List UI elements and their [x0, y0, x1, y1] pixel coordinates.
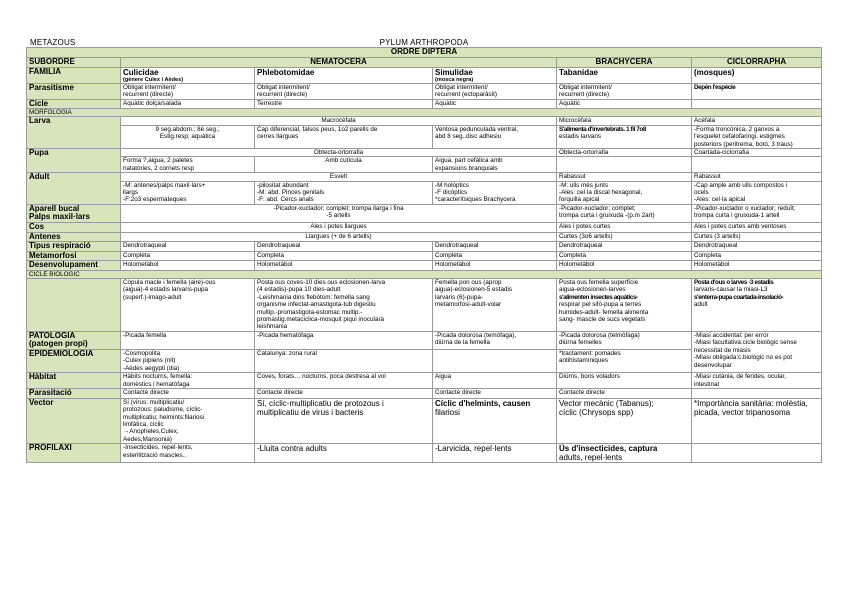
text-line: -Picada dolorosa (temòfaga), — [435, 331, 517, 339]
text-line: s'enterra-pupa coartada-insolació- — [694, 293, 784, 301]
familia-mosques — [692, 67, 822, 83]
text-line: filariosi — [435, 407, 460, 417]
cos-mosques: Ales i potes curtes amb ventoses — [692, 223, 822, 233]
vector-simulidae — [433, 398, 557, 443]
larva-brachycera: Microcèfala — [557, 117, 692, 125]
text-line: -Ales: cel·la discal hexagonal, — [559, 189, 643, 197]
text-line: necessitat de miasis — [694, 346, 751, 354]
text-line: -Forma troncònica, 2 ganxos a — [694, 125, 780, 133]
habitat-label: Hàbitat — [27, 373, 121, 389]
header-left: METAZOUS — [30, 38, 76, 47]
habitat-tabanidae: Diürns, bons voladors — [557, 373, 692, 389]
vector-label: Vector — [27, 398, 121, 443]
palps-label-line: Palps maxil·lars — [29, 212, 90, 222]
antenes-mosques: Curtes (3 artells) — [692, 232, 822, 242]
tipus-resp-simulidae: Dendrotraqueal — [433, 242, 557, 252]
text-line: -Leishmania dins flebòtom: femella sang — [257, 293, 370, 301]
patologia-culicidae: -Picada femella — [121, 331, 255, 349]
text-line: Còpula macle i femella (aire)-ous — [123, 279, 216, 287]
text-line: Posta ous coves-10 dies ous eclosionen-larva — [257, 279, 386, 287]
text-line: -Picador-xuclador; complet; trompa llarga i fina — [273, 204, 404, 212]
familia-label: FAMILIA — [27, 67, 121, 83]
antenes-row — [27, 232, 822, 242]
text-line: -Picador-xuclador; complet; — [559, 204, 636, 212]
parasitacio-phlebotomidae: Contacte directe — [255, 389, 433, 399]
morfologia-row — [27, 109, 822, 117]
text-line: desenvolupar — [694, 361, 732, 369]
text-line: cíclic (Chrysops spp) — [559, 407, 634, 417]
pupa-tabanidae-empty — [557, 157, 692, 173]
text-line: limfàtica, cíclic — [123, 420, 164, 428]
text-line: l'esquelet cefalofaringi, estigmes — [694, 133, 785, 141]
profilaxi-phlebotomidae: -Lluita contra adults — [255, 444, 433, 463]
antenes-tabanidae: Curtes (3o6 artells) — [557, 232, 692, 242]
pupa-nematocera: Obtecta-ortorrafia — [121, 149, 557, 157]
epidemiologia-phlebotomidae: Catalunya: zona rural — [255, 350, 433, 373]
text-line: Ventosa pedunculada ventral, — [435, 125, 518, 133]
patologia-row — [27, 331, 822, 349]
text-line: -Miasi facultativa:cicle biològic sense — [694, 339, 797, 347]
metamorfosi-culicidae: Completa — [121, 251, 255, 261]
text-line: abd 8 seg..disc adhesiu — [435, 133, 502, 141]
morfologia-section: MORFOLOGIA — [27, 109, 822, 117]
text-line: intestinal — [694, 380, 719, 388]
text-line: Vector mecànic (Tabanus); — [559, 398, 654, 408]
larva-culicidae — [121, 125, 255, 148]
text-line: Ús d'insecticides, captura — [559, 444, 658, 454]
profilaxi-row — [27, 444, 822, 463]
antenes-nematocera: Llargues (+ de 6 artells) — [121, 232, 557, 242]
text-line: natatòries, 2 cornets resp — [123, 164, 195, 172]
parasitacio-tabanidae: Contacte directe — [557, 389, 692, 399]
text-line: trompa curta i gruixuda -(p.m 2art) — [559, 212, 655, 220]
pupa-ciclorrapha: Coartada-ciclorrafia — [692, 149, 822, 157]
text-line: -Miasi obligada:c.biològic no es pot — [694, 354, 793, 362]
text-line: Obligat intermitent/ — [559, 84, 612, 91]
text-line: Sí, cíclic-multiplicatiu de protozous i — [257, 398, 384, 408]
cicle-mosques — [692, 99, 822, 109]
cicle-bio-row — [27, 279, 822, 332]
adult-phlebotomidae — [255, 181, 433, 204]
text-line: respirar pel sifó-pupa a terres — [559, 301, 642, 309]
text-line: llargs — [123, 189, 139, 197]
aparell-label — [27, 204, 121, 222]
text-line: metamorfosi-adult-volar — [435, 301, 502, 309]
text-line: adults, repel·lents — [559, 453, 623, 463]
adult-ciclorrapha: Rabassut — [692, 173, 822, 181]
desenvolupament-tabanidae: Holometàbol — [557, 261, 692, 271]
vector-row — [27, 398, 822, 443]
header-center: PYLUM ARTHROPODA — [379, 38, 469, 47]
text-line: posteriors (peritrema, botó, 3 traus) — [694, 140, 793, 148]
epidemiologia-simulidae — [433, 350, 557, 373]
order-row — [27, 48, 822, 58]
suborder-ciclorrapha: CICLORRAPHA — [692, 57, 822, 67]
larva-row-top — [27, 117, 822, 125]
text-line: Aigua, part cefàlica amb — [435, 157, 503, 165]
metamorfosi-label: Metamorfosi — [27, 251, 121, 261]
larva-label: Larva — [27, 117, 121, 149]
suborder-brachycera: BRACHYCERA — [557, 57, 692, 67]
larva-simulidae — [433, 125, 557, 148]
text-line: sang- mascle de sucs vegetals — [559, 316, 646, 324]
epidemiologia-culicidae — [121, 350, 255, 373]
suborder-row — [27, 57, 822, 67]
text-line: -Miasi cutània, de ferides, ocular, — [694, 373, 787, 381]
familia-culicidae — [121, 67, 255, 83]
text-line: S'alimenta d'invertebrats. 1 fil 7o8 — [559, 125, 646, 133]
adult-mosques — [692, 181, 822, 204]
text-line: (superf.)-imago-adult — [123, 293, 182, 301]
patologia-tabanidae — [557, 331, 692, 349]
text-line: adult — [694, 301, 708, 309]
pupa-simulidae — [433, 157, 557, 173]
text-line: picada, vector tripanosoma — [694, 407, 791, 417]
cicle-row — [27, 99, 822, 109]
pupa-brachycera: Obtecta-ortorrafia — [557, 149, 692, 157]
text-line: →Anopheles,Culex, — [123, 428, 179, 436]
suborder-nematocera: NEMATOCERA — [121, 57, 557, 67]
desenvolupament-label: Desenvolupament — [27, 261, 121, 271]
cicle-bio-mosques — [692, 279, 822, 332]
text-line: Cíclic d'helmints, causen — [435, 398, 531, 408]
text-line: *Importància sanitària: molèstia, — [694, 398, 808, 408]
cicle-label: Cicle — [27, 99, 121, 109]
text-line: Sí (virus: multiplicatiu/ — [123, 398, 185, 406]
text-line: Forma ?,aigua, 2 paletes — [123, 157, 193, 165]
tipus-resp-tabanidae: Dendrotraqueal — [557, 242, 692, 252]
desenvolupament-simulidae: Holometàbol — [433, 261, 557, 271]
text-line: trompa curta i gruixuda-1 artell — [694, 212, 780, 220]
parasitisme-phlebotomidae — [255, 84, 433, 100]
cicle-simulidae: Aquàtic — [433, 99, 557, 109]
cicle-bio-culicidae — [121, 279, 255, 332]
cos-label: Cos — [27, 223, 121, 233]
larva-tabanidae — [557, 125, 692, 148]
culicidae-genus: (gènere Culex i Aèdes) — [123, 76, 184, 83]
text-line: -F dicòptics — [435, 189, 468, 197]
text-line: aigua)-eclosionen-5 estadis — [435, 286, 513, 294]
patologia-simulidae — [433, 331, 557, 349]
habitat-mosques — [692, 373, 822, 389]
epidemiologia-tabanidae — [557, 350, 692, 373]
text-line: Obligat intermitent/ — [257, 84, 310, 91]
text-line: recurrent (directe) — [559, 91, 610, 99]
text-line: recurrent (ectoparàsit) — [435, 91, 497, 99]
text-line: estadis larvaris — [559, 133, 601, 141]
text-line: promastig.metaciclica-mosquit piqui inocularà — [257, 316, 385, 324]
text-line: -M: ulls més junts — [559, 181, 608, 189]
tipus-resp-mosques: Dendrotraqueal — [692, 242, 822, 252]
text-line: -Cap ample amb ulls compostos i — [694, 181, 788, 189]
text-line: -M: antenes/palps maxil·lars+ — [123, 181, 206, 189]
adult-simulidae — [433, 181, 557, 204]
text-line: s'alimenten insectes aquàtics- — [559, 293, 638, 301]
text-line: Femella pon ous (aprop — [435, 279, 502, 287]
parasitisme-row — [27, 84, 822, 100]
text-line: cerres llargues — [257, 133, 299, 141]
profilaxi-label: PROFILAXI — [27, 444, 121, 463]
text-line: -F: abd. Cercs anals — [257, 196, 314, 204]
desenvolupament-mosques: Holometàbol — [692, 261, 822, 271]
phlebotomidae-name: Phlebotomidae — [257, 67, 315, 77]
patologia-mosques — [692, 331, 822, 372]
familia-simulidae — [433, 67, 557, 83]
cicle-bio-label-empty — [27, 279, 121, 332]
text-line: (4 estadis)-pupa 10 dies-adult — [257, 286, 341, 294]
larva-ciclorrapha: Acèfala — [692, 117, 822, 125]
text-line: Estig.resp; aquàtica — [159, 133, 216, 141]
adult-tabanidae — [557, 181, 692, 204]
text-line: Obligat intermitent/ — [435, 84, 488, 91]
aparell-tabanidae — [557, 204, 692, 222]
text-line: recurrent (directe) — [257, 91, 308, 99]
text-line: Hàbits nocturns, femella: — [123, 373, 193, 381]
text-line: Aedes,Mansonia) — [123, 435, 173, 443]
simulidae-common: (mosca negra) — [435, 76, 474, 83]
habitat-phlebotomidae: Coves, forats… nocturns, poca destresa al vol — [255, 373, 433, 389]
adult-row-top — [27, 173, 822, 181]
pupa-label: Pupa — [27, 149, 121, 173]
profilaxi-simulidae: -Larvicida, repel·lents — [433, 444, 557, 463]
habitat-simulidae: Aigua — [433, 373, 557, 389]
metamorfosi-phlebotomidae: Completa — [255, 251, 433, 261]
diptera-table — [26, 47, 822, 463]
text-line: -Aèdes aegypti (dia) — [123, 364, 180, 372]
vector-tabanidae — [557, 398, 692, 443]
pupa-row — [27, 157, 822, 173]
patologia-label — [27, 331, 121, 349]
mosques-name: (mosques) — [694, 67, 735, 77]
text-line: -M: abd. Pinces genitals — [257, 189, 325, 197]
cicle-bio-tabanidae — [557, 279, 692, 332]
text-line: Cap diferencial, falsos peus, 1o2 parells de — [257, 125, 378, 133]
pupa-phlebotomidae: Amb cutícula — [255, 157, 433, 173]
text-line: -5 artells — [326, 212, 351, 220]
tabanidae-name: Tabanidae — [559, 67, 598, 77]
cos-row — [27, 223, 822, 233]
desenvolupament-culicidae: Holometàbol — [121, 261, 255, 271]
text-line: -Picador-xuclador o xuclador; reduït; — [694, 204, 796, 212]
text-line: -Miasi accidental: per error — [694, 331, 769, 339]
text-line: Posta d'ous o larves -3 estadis — [694, 279, 774, 287]
parasitacio-culicidae: Contacte directe — [121, 389, 255, 399]
text-line: -Cosmopolita — [123, 350, 161, 358]
parasitacio-mosques — [692, 389, 822, 399]
tipus-resp-row — [27, 242, 822, 252]
larva-nematocera: Macrocèfala — [121, 117, 557, 125]
text-line: (aigua)-4 estadis larvaris-pupa — [123, 286, 209, 294]
text-line: protozous: paludisme, cíclic- — [123, 406, 203, 414]
cicle-phlebotomidae: Terrestre — [255, 99, 433, 109]
parasitacio-row — [27, 389, 822, 399]
text-line: diürna femelles — [559, 339, 602, 347]
habitat-row — [27, 373, 822, 389]
desenvolupament-row — [27, 261, 822, 271]
desenvolupament-phlebotomidae: Holometàbol — [255, 261, 433, 271]
culicidae-name: Culicidae — [123, 67, 159, 77]
parasitacio-label: Parasitació — [27, 389, 121, 399]
parasitisme-tabanidae — [557, 84, 692, 100]
adult-brachycera: Rabassut — [557, 173, 692, 181]
habitat-culicidae — [121, 373, 255, 389]
familia-tabanidae — [557, 67, 692, 83]
pupa-row-top — [27, 149, 822, 157]
text-line: *tractament: pomades — [559, 350, 621, 358]
cicle-biologic-section: CICLE BIOLÒGIC — [27, 271, 822, 279]
metamorfosi-row — [27, 251, 822, 261]
text-line: Obligat intermitent/ — [123, 84, 176, 91]
text-line: -F:2o3 espermateques — [123, 196, 187, 204]
simulidae-name: Simulidae — [435, 67, 473, 77]
text-line: multiplicatiu; helmints:filariosi — [123, 413, 205, 421]
text-line: *caracterítsiques Brachycera — [435, 196, 516, 204]
pupa-culicidae — [121, 157, 255, 173]
text-line: expansions branquials — [435, 164, 498, 172]
metamorfosi-tabanidae: Completa — [557, 251, 692, 261]
parasitisme-mosques: Depèn l'espècie — [692, 84, 822, 100]
adult-nematocera: Esvelt — [121, 173, 557, 181]
text-line: aigua-eclosionen-larves — [559, 286, 626, 294]
patologia-sublabel-line: (patogen propi) — [29, 339, 88, 349]
text-line: multip.-promastigota-estomac multip.- — [257, 308, 363, 316]
parasitacio-simulidae: Contacte directe — [433, 389, 557, 399]
text-line: humides-adult- femella alimenta — [559, 308, 649, 316]
text-line: larvaris (6)-pupa- — [435, 293, 483, 301]
cicle-tabanidae: Aquàtic — [557, 99, 692, 109]
text-line: larvaris-causar la miasi-L3 — [694, 286, 768, 294]
tipus-resp-phlebotomidae: Dendrotraqueal — [255, 242, 433, 252]
vector-phlebotomidae — [255, 398, 433, 443]
text-line: domèstics i hematòfaga — [123, 380, 190, 388]
larva-phlebotomidae — [255, 125, 433, 148]
text-line: diürna de la femella — [435, 339, 490, 347]
profilaxi-mosques — [692, 444, 822, 463]
aparell-mosques — [692, 204, 822, 222]
order-title: ORDRE DIPTERA — [27, 48, 822, 58]
text-line: antihistamíniques — [559, 357, 609, 365]
text-line: forquilla apical — [559, 196, 600, 204]
cicle-bio-phlebotomidae — [255, 279, 433, 332]
text-line: -Insecticides, repel·lents, — [123, 444, 193, 452]
pupa-mosques-empty — [692, 157, 822, 173]
familia-phlebotomidae — [255, 67, 433, 83]
epidemiologia-label: EPIDEMIOLOGIA — [27, 350, 121, 373]
text-line: organisme infectat-amastigota-tub digestiu — [257, 301, 376, 309]
cicle-culicidae: Aquàtic dolça/salada — [121, 99, 255, 109]
vector-mosques — [692, 398, 822, 443]
suborder-label: SUBORDRE — [27, 57, 121, 67]
parasitisme-label: Parasitisme — [27, 84, 121, 100]
text-line: ocels — [694, 189, 709, 197]
aparell-nematocera — [121, 204, 557, 222]
adult-label: Adult — [27, 173, 121, 205]
cos-nematocera: Ales i potes llargues — [121, 223, 557, 233]
tipus-resp-label: Tipus respiració — [27, 242, 121, 252]
adult-culicidae — [121, 181, 255, 204]
text-line: -M holòptics — [435, 181, 469, 189]
aparell-label-line: Aparell bucal — [29, 204, 80, 213]
aparell-row — [27, 204, 822, 222]
patologia-label-line: PATOLOGIA — [29, 331, 76, 340]
text-line: 9 seg.abdom.; 8è seg.; — [155, 125, 220, 133]
cicle-bio-simulidae — [433, 279, 557, 332]
text-line: -Culex pipiens (nit) — [123, 357, 176, 365]
text-line: recurrent (directe) — [123, 91, 174, 99]
metamorfosi-mosques: Completa — [692, 251, 822, 261]
cos-tabanidae: Ales i potes curtes — [557, 223, 692, 233]
parasitisme-simulidae — [433, 84, 557, 100]
text-line: Posta ous femella superfície — [559, 279, 639, 287]
text-line: multiplicatiu de virus i bacteris — [257, 407, 364, 417]
text-line: -Ales: cel·la apical — [694, 196, 746, 204]
adult-row — [27, 181, 822, 204]
metamorfosi-simulidae: Completa — [433, 251, 557, 261]
profilaxi-culicidae — [121, 444, 255, 463]
antenes-label: Antenes — [27, 232, 121, 242]
patologia-phlebotomidae: -Picada hematòfaga — [255, 331, 433, 349]
larva-row — [27, 125, 822, 148]
text-line: -pilositat abundant — [257, 181, 309, 189]
text-line: leishmania — [257, 323, 288, 331]
parasitisme-culicidae — [121, 84, 255, 100]
text-line: esterilització mascles.. — [123, 451, 186, 459]
familia-row — [27, 67, 822, 83]
text-line: -Picada dolorosa (telmòfaga) — [559, 331, 640, 339]
vector-culicidae — [121, 398, 255, 443]
larva-mosques — [692, 125, 822, 148]
cicle-biologic-row — [27, 271, 822, 279]
tipus-resp-culicidae: Dendrotraqueal — [121, 242, 255, 252]
profilaxi-tabanidae — [557, 444, 692, 463]
